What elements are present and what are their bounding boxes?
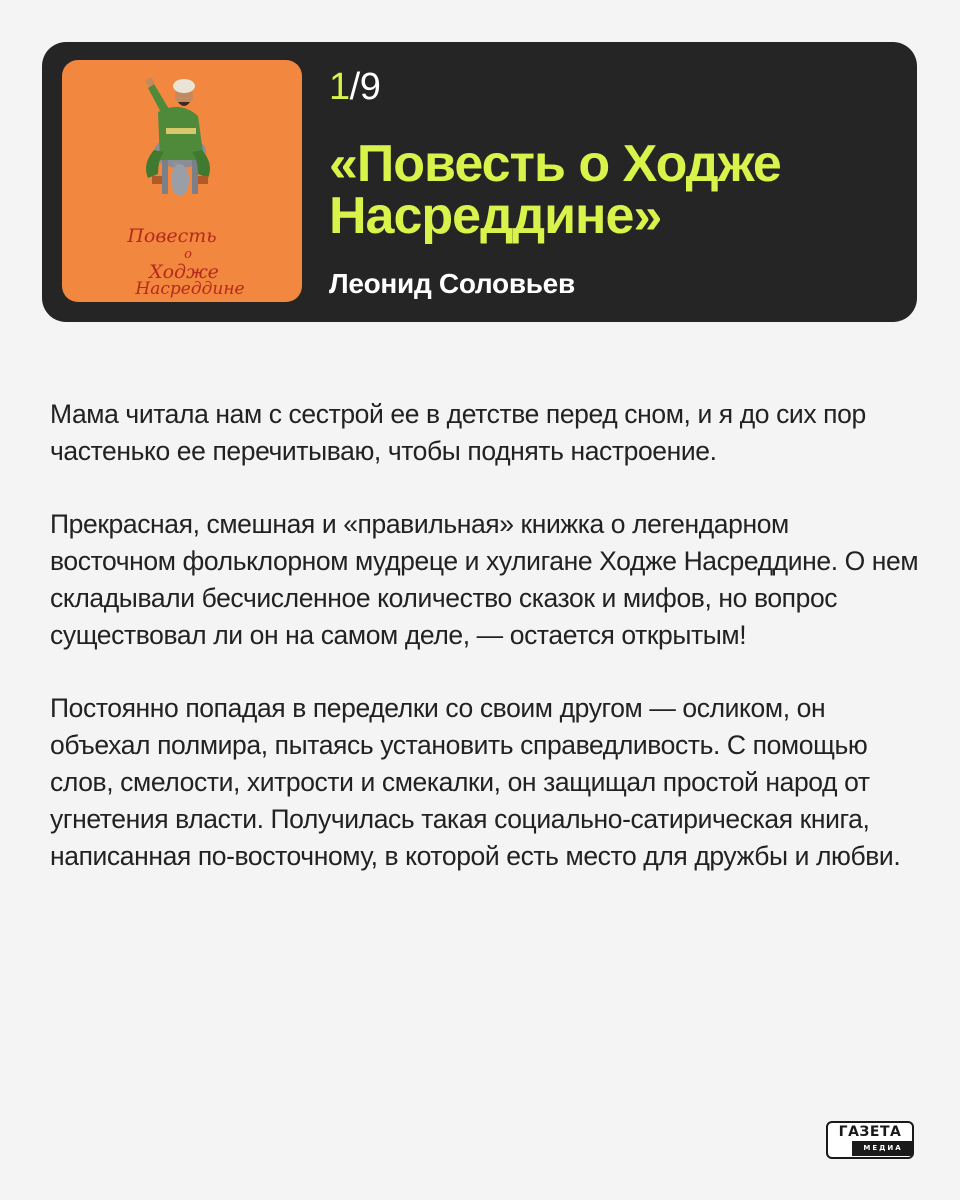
slide-counter (329, 66, 380, 109)
logo-sub-text: МЕДИА (852, 1141, 914, 1156)
book-title: «Повесть о Ходже Насреддине» (329, 135, 781, 245)
review-paragraph-1: Мама читала нам с сестрой ее в детстве перед сном, и я до сих пор частенько ее перечитываю, чтобы поднять настроение. (50, 399, 866, 466)
slide-counter-total: /9 (349, 66, 381, 108)
book-review-text (50, 396, 920, 911)
cover-title-line-4: Насреддине (135, 279, 245, 299)
review-paragraph-3: Постоянно попадая в переделки со своим другом — осликом, он объехал полмира, пытаясь установить справедливость. С помощью слов, смелости, хитрости и смекалки, он защищал простой народ от угнетения власти. Получилась такая социально-сатирическая книга, написанная по-восточному, в которой есть место для дружбы и любви. (50, 693, 901, 871)
cover-title-line-2: о (184, 247, 192, 262)
book-cover-image (62, 60, 302, 302)
cover-title-line-1: Повесть (127, 225, 217, 247)
cover-title-line-3: Ходже (149, 261, 219, 283)
book-author: Леонид Соловьев (329, 268, 575, 299)
slide-counter-current: 1 (329, 66, 350, 108)
book-header-card (42, 42, 917, 322)
logo-main-text: ГАЗЕТА (838, 1124, 902, 1140)
book-cover-illustration (62, 60, 302, 302)
gazeta-media-logo (826, 1121, 918, 1163)
review-paragraph-2: Прекрасная, смешная и «правильная» книжка о легендарном восточном фольклорном мудреце и хулигане Ходже Насреддине. О нем складывали бесчисленное количество сказок и мифов, но вопрос существовал ли он на самом деле, — остается открытым! (50, 509, 919, 650)
